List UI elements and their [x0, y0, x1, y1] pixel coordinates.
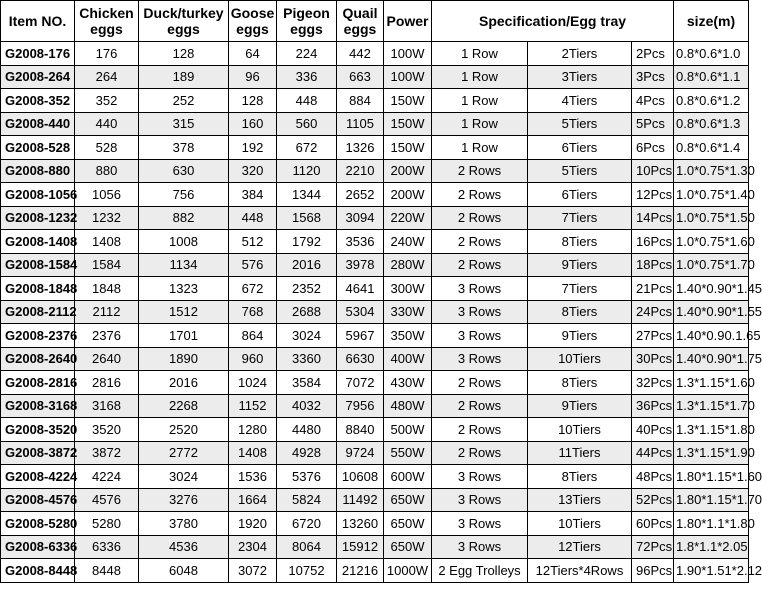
egg-tray-rows-cell: 2 Egg Trolleys	[432, 559, 528, 583]
pigeon-eggs-cell: 8064	[277, 535, 337, 559]
chicken-eggs-cell: 5280	[75, 512, 139, 536]
egg-tray-pcs-cell: 3Pcs	[632, 65, 674, 89]
duck-turkey-eggs-cell: 2520	[139, 418, 229, 442]
size-header: size(m)	[674, 1, 749, 42]
egg-tray-tiers-cell: 10Tiers	[528, 418, 632, 442]
size-cell: 0.8*0.6*1.2	[674, 89, 749, 113]
egg-tray-rows-cell: 3 Rows	[432, 512, 528, 536]
size-cell: 1.0*0.75*1.60	[674, 230, 749, 254]
duck-turkey-eggs-cell: 1512	[139, 300, 229, 324]
table-row	[1, 206, 749, 230]
goose-eggs-cell: 160	[229, 112, 277, 136]
size-cell: 1.0*0.75*1.70	[674, 253, 749, 277]
duck-turkey-eggs-cell: 128	[139, 42, 229, 66]
chicken-eggs-cell: 440	[75, 112, 139, 136]
power-cell: 240W	[384, 230, 432, 254]
power-cell: 150W	[384, 136, 432, 160]
goose-eggs-cell: 2304	[229, 535, 277, 559]
size-cell: 1.8*1.1*2.05	[674, 535, 749, 559]
size-cell: 1.0*0.75*1.40	[674, 183, 749, 207]
pigeon-eggs-cell: 2016	[277, 253, 337, 277]
duck-turkey-eggs-cell: 315	[139, 112, 229, 136]
size-cell: 0.8*0.6*1.3	[674, 112, 749, 136]
egg-tray-pcs-cell: 5Pcs	[632, 112, 674, 136]
egg-tray-rows-cell: 1 Row	[432, 65, 528, 89]
goose-eggs-cell: 320	[229, 159, 277, 183]
table-row	[1, 253, 749, 277]
duck-turkey-eggs-header	[139, 1, 229, 42]
power-cell: 650W	[384, 512, 432, 536]
pigeon-eggs-cell: 1792	[277, 230, 337, 254]
quail-eggs-cell: 15912	[337, 535, 384, 559]
table-row	[1, 42, 749, 66]
pigeon-eggs-cell: 1344	[277, 183, 337, 207]
item-no-cell: G2008-1584	[1, 253, 75, 277]
chicken-eggs-header	[75, 1, 139, 42]
power-cell: 100W	[384, 65, 432, 89]
quail-eggs-cell: 4641	[337, 277, 384, 301]
size-cell: 1.3*1.15*1.70	[674, 394, 749, 418]
egg-tray-rows-cell: 2 Rows	[432, 253, 528, 277]
egg-tray-rows-cell: 3 Rows	[432, 488, 528, 512]
goose-eggs-cell: 1280	[229, 418, 277, 442]
goose-eggs-cell: 512	[229, 230, 277, 254]
size-cell: 0.8*0.6*1.4	[674, 136, 749, 160]
pigeon-eggs-cell: 672	[277, 136, 337, 160]
chicken-eggs-cell: 1584	[75, 253, 139, 277]
duck-turkey-eggs-cell: 1890	[139, 347, 229, 371]
size-cell: 1.3*1.15*1.60	[674, 371, 749, 395]
size-cell: 1.3*1.15*1.80	[674, 418, 749, 442]
duck-turkey-eggs-cell: 756	[139, 183, 229, 207]
chicken-eggs-cell: 4576	[75, 488, 139, 512]
size-cell: 1.80*1.1*1.80	[674, 512, 749, 536]
table-row	[1, 394, 749, 418]
item-no-cell: G2008-1232	[1, 206, 75, 230]
pigeon-eggs-cell: 1568	[277, 206, 337, 230]
egg-tray-tiers-cell: 5Tiers	[528, 159, 632, 183]
egg-tray-tiers-cell: 8Tiers	[528, 371, 632, 395]
power-cell: 150W	[384, 112, 432, 136]
goose-eggs-cell: 384	[229, 183, 277, 207]
pigeon-eggs-cell: 3024	[277, 324, 337, 348]
egg-tray-pcs-cell: 6Pcs	[632, 136, 674, 160]
power-cell: 550W	[384, 441, 432, 465]
pigeon-eggs-cell: 224	[277, 42, 337, 66]
egg-tray-tiers-cell: 7Tiers	[528, 277, 632, 301]
egg-tray-pcs-cell: 36Pcs	[632, 394, 674, 418]
duck-header-line2: eggs	[167, 21, 200, 37]
pigeon-eggs-cell: 6720	[277, 512, 337, 536]
table-row	[1, 512, 749, 536]
egg-tray-tiers-cell: 9Tiers	[528, 394, 632, 418]
egg-tray-rows-cell: 3 Rows	[432, 535, 528, 559]
power-cell: 600W	[384, 465, 432, 489]
goose-header-line2: eggs	[236, 21, 269, 37]
egg-tray-rows-cell: 2 Rows	[432, 159, 528, 183]
quail-eggs-cell: 1326	[337, 136, 384, 160]
quail-eggs-cell: 3094	[337, 206, 384, 230]
goose-eggs-cell: 1536	[229, 465, 277, 489]
quail-eggs-cell: 8840	[337, 418, 384, 442]
pigeon-eggs-cell: 3584	[277, 371, 337, 395]
chicken-eggs-cell: 2816	[75, 371, 139, 395]
chicken-eggs-cell: 1232	[75, 206, 139, 230]
table-row	[1, 230, 749, 254]
egg-tray-pcs-cell: 16Pcs	[632, 230, 674, 254]
table-row	[1, 371, 749, 395]
chicken-eggs-cell: 1848	[75, 277, 139, 301]
item-no-cell: G2008-2816	[1, 371, 75, 395]
size-cell: 1.80*1.15*1.70	[674, 488, 749, 512]
egg-tray-rows-cell: 3 Rows	[432, 277, 528, 301]
power-cell: 280W	[384, 253, 432, 277]
goose-eggs-header	[229, 1, 277, 42]
item-no-cell: G2008-8448	[1, 559, 75, 583]
pigeon-eggs-cell: 1120	[277, 159, 337, 183]
duck-turkey-eggs-cell: 1134	[139, 253, 229, 277]
quail-eggs-cell: 442	[337, 42, 384, 66]
egg-tray-pcs-cell: 60Pcs	[632, 512, 674, 536]
egg-tray-tiers-cell: 3Tiers	[528, 65, 632, 89]
table-row	[1, 488, 749, 512]
chicken-eggs-cell: 8448	[75, 559, 139, 583]
power-cell: 400W	[384, 347, 432, 371]
item-no-cell: G2008-4576	[1, 488, 75, 512]
item-no-cell: G2008-352	[1, 89, 75, 113]
table-row	[1, 465, 749, 489]
duck-turkey-eggs-cell: 2268	[139, 394, 229, 418]
pigeon-eggs-header	[277, 1, 337, 42]
duck-turkey-eggs-cell: 1701	[139, 324, 229, 348]
egg-tray-pcs-cell: 27Pcs	[632, 324, 674, 348]
item-no-cell: G2008-1056	[1, 183, 75, 207]
item-no-cell: G2008-5280	[1, 512, 75, 536]
pigeon-eggs-cell: 448	[277, 89, 337, 113]
egg-tray-rows-cell: 1 Row	[432, 89, 528, 113]
goose-eggs-cell: 960	[229, 347, 277, 371]
goose-eggs-cell: 192	[229, 136, 277, 160]
size-cell: 1.0*0.75*1.50	[674, 206, 749, 230]
power-cell: 350W	[384, 324, 432, 348]
egg-tray-tiers-cell: 11Tiers	[528, 441, 632, 465]
egg-tray-tiers-cell: 2Tiers	[528, 42, 632, 66]
chicken-eggs-cell: 176	[75, 42, 139, 66]
quail-eggs-cell: 884	[337, 89, 384, 113]
power-cell: 200W	[384, 183, 432, 207]
egg-tray-tiers-cell: 10Tiers	[528, 512, 632, 536]
duck-turkey-eggs-cell: 378	[139, 136, 229, 160]
item-no-cell: G2008-264	[1, 65, 75, 89]
goose-eggs-cell: 1024	[229, 371, 277, 395]
egg-tray-pcs-cell: 72Pcs	[632, 535, 674, 559]
egg-tray-pcs-cell: 14Pcs	[632, 206, 674, 230]
quail-eggs-cell: 5967	[337, 324, 384, 348]
goose-eggs-cell: 768	[229, 300, 277, 324]
egg-tray-rows-cell: 2 Rows	[432, 206, 528, 230]
size-cell: 1.3*1.15*1.90	[674, 441, 749, 465]
egg-tray-pcs-cell: 40Pcs	[632, 418, 674, 442]
size-cell: 1.40*0.90*1.55	[674, 300, 749, 324]
duck-header-line1: Duck/turkey	[143, 5, 224, 21]
egg-tray-pcs-cell: 52Pcs	[632, 488, 674, 512]
quail-eggs-cell: 13260	[337, 512, 384, 536]
size-cell: 0.8*0.6*1.0	[674, 42, 749, 66]
quail-eggs-cell: 9724	[337, 441, 384, 465]
chicken-eggs-cell: 4224	[75, 465, 139, 489]
item-no-cell: G2008-176	[1, 42, 75, 66]
size-cell: 1.40*0.90*1.75	[674, 347, 749, 371]
egg-tray-rows-cell: 3 Rows	[432, 300, 528, 324]
egg-tray-rows-cell: 2 Rows	[432, 230, 528, 254]
item-no-cell: G2008-2376	[1, 324, 75, 348]
item-no-cell: G2008-1408	[1, 230, 75, 254]
item-no-cell: G2008-2640	[1, 347, 75, 371]
pigeon-eggs-cell: 4480	[277, 418, 337, 442]
goose-eggs-cell: 3072	[229, 559, 277, 583]
quail-eggs-cell: 10608	[337, 465, 384, 489]
egg-tray-pcs-cell: 32Pcs	[632, 371, 674, 395]
table-row	[1, 418, 749, 442]
size-cell: 1.0*0.75*1.30	[674, 159, 749, 183]
pigeon-eggs-cell: 5376	[277, 465, 337, 489]
power-cell: 150W	[384, 89, 432, 113]
pigeon-header-line1: Pigeon	[283, 5, 330, 21]
power-cell: 200W	[384, 159, 432, 183]
power-cell: 330W	[384, 300, 432, 324]
power-header: Power	[384, 1, 432, 42]
pigeon-eggs-cell: 4928	[277, 441, 337, 465]
item-no-cell: G2008-528	[1, 136, 75, 160]
egg-tray-tiers-cell: 8Tiers	[528, 300, 632, 324]
chicken-eggs-cell: 352	[75, 89, 139, 113]
table-row	[1, 535, 749, 559]
item-no-cell: G2008-440	[1, 112, 75, 136]
table-row	[1, 441, 749, 465]
chicken-eggs-cell: 880	[75, 159, 139, 183]
egg-tray-rows-cell: 2 Rows	[432, 394, 528, 418]
goose-eggs-cell: 1920	[229, 512, 277, 536]
table-row	[1, 65, 749, 89]
item-no-cell: G2008-2112	[1, 300, 75, 324]
item-no-cell: G2008-6336	[1, 535, 75, 559]
quail-eggs-cell: 7072	[337, 371, 384, 395]
egg-tray-rows-cell: 1 Row	[432, 112, 528, 136]
egg-tray-tiers-cell: 12Tiers	[528, 535, 632, 559]
chicken-eggs-cell: 3520	[75, 418, 139, 442]
table-row	[1, 324, 749, 348]
power-cell: 500W	[384, 418, 432, 442]
size-cell: 1.90*1.51*2.12	[674, 559, 749, 583]
chicken-eggs-cell: 2112	[75, 300, 139, 324]
item-no-header: Item NO.	[1, 1, 75, 42]
table-row	[1, 277, 749, 301]
duck-turkey-eggs-cell: 6048	[139, 559, 229, 583]
egg-tray-rows-cell: 1 Row	[432, 42, 528, 66]
egg-tray-rows-cell: 2 Rows	[432, 418, 528, 442]
chicken-eggs-cell: 1408	[75, 230, 139, 254]
quail-eggs-cell: 3536	[337, 230, 384, 254]
table-row	[1, 136, 749, 160]
table-row	[1, 300, 749, 324]
chicken-eggs-cell: 264	[75, 65, 139, 89]
goose-eggs-cell: 1664	[229, 488, 277, 512]
egg-tray-tiers-cell: 10Tiers	[528, 347, 632, 371]
item-no-cell: G2008-3520	[1, 418, 75, 442]
duck-turkey-eggs-cell: 3276	[139, 488, 229, 512]
header-row	[1, 1, 749, 42]
duck-turkey-eggs-cell: 4536	[139, 535, 229, 559]
size-cell: 1.40*0.90*1.45	[674, 277, 749, 301]
duck-turkey-eggs-cell: 882	[139, 206, 229, 230]
egg-tray-rows-cell: 3 Rows	[432, 347, 528, 371]
egg-tray-pcs-cell: 18Pcs	[632, 253, 674, 277]
egg-tray-rows-cell: 2 Rows	[432, 441, 528, 465]
table-row	[1, 347, 749, 371]
table-row	[1, 559, 749, 583]
chicken-header-line2: eggs	[90, 21, 123, 37]
quail-eggs-cell: 11492	[337, 488, 384, 512]
pigeon-eggs-cell: 560	[277, 112, 337, 136]
egg-tray-pcs-cell: 44Pcs	[632, 441, 674, 465]
quail-eggs-cell: 2210	[337, 159, 384, 183]
goose-eggs-cell: 64	[229, 42, 277, 66]
size-cell: 0.8*0.6*1.1	[674, 65, 749, 89]
pigeon-eggs-cell: 2688	[277, 300, 337, 324]
goose-eggs-cell: 1408	[229, 441, 277, 465]
pigeon-eggs-cell: 5824	[277, 488, 337, 512]
egg-tray-tiers-cell: 7Tiers	[528, 206, 632, 230]
egg-tray-tiers-cell: 8Tiers	[528, 230, 632, 254]
quail-eggs-cell: 6630	[337, 347, 384, 371]
item-no-cell: G2008-3168	[1, 394, 75, 418]
power-cell: 300W	[384, 277, 432, 301]
pigeon-eggs-cell: 2352	[277, 277, 337, 301]
power-cell: 220W	[384, 206, 432, 230]
quail-eggs-cell: 21216	[337, 559, 384, 583]
chicken-eggs-cell: 3872	[75, 441, 139, 465]
goose-eggs-cell: 448	[229, 206, 277, 230]
power-cell: 1000W	[384, 559, 432, 583]
quail-eggs-cell: 1105	[337, 112, 384, 136]
egg-tray-pcs-cell: 96Pcs	[632, 559, 674, 583]
table-row	[1, 112, 749, 136]
goose-eggs-cell: 128	[229, 89, 277, 113]
duck-turkey-eggs-cell: 630	[139, 159, 229, 183]
pigeon-eggs-cell: 4032	[277, 394, 337, 418]
duck-turkey-eggs-cell: 1323	[139, 277, 229, 301]
chicken-eggs-cell: 3168	[75, 394, 139, 418]
duck-turkey-eggs-cell: 1008	[139, 230, 229, 254]
duck-turkey-eggs-cell: 2016	[139, 371, 229, 395]
egg-tray-tiers-cell: 9Tiers	[528, 253, 632, 277]
goose-eggs-cell: 96	[229, 65, 277, 89]
chicken-header-line1: Chicken	[79, 5, 134, 21]
item-no-cell: G2008-3872	[1, 441, 75, 465]
egg-tray-rows-cell: 3 Rows	[432, 324, 528, 348]
egg-tray-pcs-cell: 10Pcs	[632, 159, 674, 183]
size-cell: 1.40*0.90.1.65	[674, 324, 749, 348]
power-cell: 430W	[384, 371, 432, 395]
power-cell: 650W	[384, 535, 432, 559]
power-cell: 480W	[384, 394, 432, 418]
egg-tray-pcs-cell: 4Pcs	[632, 89, 674, 113]
item-no-cell: G2008-4224	[1, 465, 75, 489]
chicken-eggs-cell: 6336	[75, 535, 139, 559]
chicken-eggs-cell: 1056	[75, 183, 139, 207]
egg-tray-pcs-cell: 24Pcs	[632, 300, 674, 324]
goose-eggs-cell: 1152	[229, 394, 277, 418]
quail-eggs-cell: 3978	[337, 253, 384, 277]
egg-tray-rows-cell: 2 Rows	[432, 371, 528, 395]
egg-tray-rows-cell: 2 Rows	[432, 183, 528, 207]
egg-tray-tiers-cell: 5Tiers	[528, 112, 632, 136]
power-cell: 650W	[384, 488, 432, 512]
table-row	[1, 183, 749, 207]
egg-tray-rows-cell: 3 Rows	[432, 465, 528, 489]
size-cell: 1.80*1.15*1.60	[674, 465, 749, 489]
quail-eggs-cell: 663	[337, 65, 384, 89]
egg-tray-tiers-cell: 12Tiers*4Rows	[528, 559, 632, 583]
quail-header-line1: Quail	[342, 5, 378, 21]
duck-turkey-eggs-cell: 252	[139, 89, 229, 113]
egg-tray-tiers-cell: 13Tiers	[528, 488, 632, 512]
quail-eggs-cell: 2652	[337, 183, 384, 207]
egg-tray-pcs-cell: 12Pcs	[632, 183, 674, 207]
duck-turkey-eggs-cell: 189	[139, 65, 229, 89]
pigeon-eggs-cell: 10752	[277, 559, 337, 583]
quail-eggs-header	[337, 1, 384, 42]
item-no-cell: G2008-1848	[1, 277, 75, 301]
duck-turkey-eggs-cell: 2772	[139, 441, 229, 465]
egg-tray-tiers-cell: 8Tiers	[528, 465, 632, 489]
goose-eggs-cell: 864	[229, 324, 277, 348]
item-no-cell: G2008-880	[1, 159, 75, 183]
egg-tray-rows-cell: 1 Row	[432, 136, 528, 160]
pigeon-eggs-cell: 3360	[277, 347, 337, 371]
specification-egg-tray-header: Specification/Egg tray	[432, 1, 674, 42]
goose-header-line1: Goose	[230, 5, 275, 21]
egg-tray-tiers-cell: 6Tiers	[528, 183, 632, 207]
egg-tray-tiers-cell: 4Tiers	[528, 89, 632, 113]
table-row	[1, 89, 749, 113]
goose-eggs-cell: 672	[229, 277, 277, 301]
chicken-eggs-cell: 2376	[75, 324, 139, 348]
egg-tray-pcs-cell: 30Pcs	[632, 347, 674, 371]
table-body	[1, 42, 762, 583]
duck-turkey-eggs-cell: 3024	[139, 465, 229, 489]
chicken-eggs-cell: 528	[75, 136, 139, 160]
chicken-eggs-cell: 2640	[75, 347, 139, 371]
quail-header-line2: eggs	[343, 21, 377, 37]
egg-tray-pcs-cell: 48Pcs	[632, 465, 674, 489]
egg-tray-tiers-cell: 6Tiers	[528, 136, 632, 160]
quail-eggs-cell: 5304	[337, 300, 384, 324]
power-cell: 100W	[384, 42, 432, 66]
egg-tray-tiers-cell: 9Tiers	[528, 324, 632, 348]
egg-tray-pcs-cell: 21Pcs	[632, 277, 674, 301]
duck-turkey-eggs-cell: 3780	[139, 512, 229, 536]
goose-eggs-cell: 576	[229, 253, 277, 277]
table-row	[1, 159, 749, 183]
quail-eggs-cell: 7956	[337, 394, 384, 418]
egg-tray-pcs-cell: 2Pcs	[632, 42, 674, 66]
pigeon-eggs-cell: 336	[277, 65, 337, 89]
pigeon-header-line2: eggs	[290, 21, 323, 37]
